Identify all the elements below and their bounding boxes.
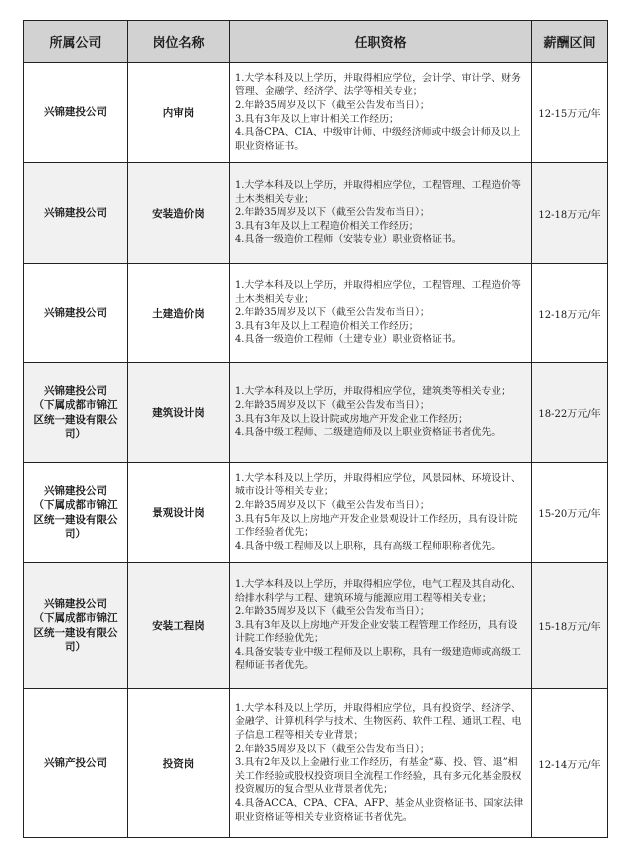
company-name-line: 司） <box>65 641 86 653</box>
requirement-item: 4.具备一级造价工程师（土建专业）职业资格证书。 <box>235 334 462 346</box>
table-row <box>24 264 608 363</box>
company-name-line: 区统一建设有限公 <box>33 513 118 526</box>
company-cell <box>24 563 128 689</box>
salary-cell: 12-15万元/年 <box>532 63 608 163</box>
requirement-item: 1.大学本科及以上学历，并取得相应学位，具有投资学、经济学、金融学、计算机科学与技术、生物医药、软件工程、通讯工程、电子信息工程等相关专业背景； <box>235 702 522 742</box>
requirements-cell <box>230 363 532 463</box>
company-name-line: 司） <box>65 528 86 540</box>
salary-cell: 15-20万元/年 <box>532 463 608 563</box>
requirements-cell <box>230 463 532 563</box>
company-cell <box>24 163 128 264</box>
requirements-cell <box>230 63 532 163</box>
company-cell <box>24 264 128 363</box>
position-cell: 建筑设计岗 <box>128 363 230 463</box>
requirement-item: 4.具备CPA、CIA、中级审计师、中级经济师或中级会计师及以上职业资格证书。 <box>235 127 521 152</box>
company-cell <box>24 363 128 463</box>
requirement-item: 3.具有3年及以上审计相关工作经历； <box>235 113 399 125</box>
salary-cell: 12-14万元/年 <box>532 689 608 838</box>
salary-cell: 12-18万元/年 <box>532 264 608 363</box>
company-name-line: 区统一建设有限公 <box>33 626 118 639</box>
company-name-line: 兴锦建投公司 <box>44 106 107 119</box>
position-cell: 安装工程岗 <box>128 563 230 689</box>
company-cell <box>24 689 128 838</box>
requirement-item: 1.大学本科及以上学历，并取得相应学位，会计学、审计学、财务管理、金融学、经济学、法学等相关专业； <box>235 72 521 98</box>
requirement-item: 3.具有3年及以上房地产开发企业安装工程管理工作经历，具有设计院工作经验优先； <box>235 619 518 645</box>
requirements-cell <box>230 264 532 363</box>
table-row <box>24 563 608 689</box>
salary-cell: 15-18万元/年 <box>532 563 608 689</box>
position-cell: 景观设计岗 <box>128 463 230 563</box>
requirements-cell <box>230 163 532 264</box>
table-row <box>24 689 608 838</box>
position-cell: 安装造价岗 <box>128 163 230 264</box>
table-header-row <box>24 21 608 63</box>
requirement-item: 1.大学本科及以上学历，并取得相应学位，工程管理、工程造价等土木类相关专业； <box>235 180 521 205</box>
company-name-line: 兴锦建投公司 <box>44 206 107 219</box>
requirement-item: 2.年龄35周岁及以下（截至公告发布当日）； <box>235 743 430 755</box>
requirement-item: 1.大学本科及以上学历，并取得相应学位，建筑类等相关专业； <box>235 386 512 398</box>
requirements-cell <box>230 563 532 689</box>
requirement-item: 2.年龄35周岁及以下（截至公告发布当日）； <box>235 499 430 511</box>
company-name-line: 兴锦建投公司 <box>44 484 107 497</box>
position-cell: 投资岗 <box>128 689 230 838</box>
company-name-line: 兴锦建投公司 <box>44 384 107 397</box>
requirements-cell <box>230 689 532 838</box>
requirement-item: 2.年龄35周岁及以下（截至公告发布当日）； <box>235 606 430 618</box>
requirement-item: 4.具备中级工程师及以上职称，具有高级工程师职称者优先。 <box>235 540 502 552</box>
position-cell: 土建造价岗 <box>128 264 230 363</box>
company-name-line: 区统一建设有限公 <box>33 413 118 426</box>
salary-cell: 18-22万元/年 <box>532 363 608 463</box>
company-name-line: （下属成都市锦江 <box>33 612 118 624</box>
requirement-item: 1.大学本科及以上学历，并取得相应学位，工程管理、工程造价等土木类相关专业； <box>235 280 521 305</box>
requirement-item: 1.大学本科及以上学历，并取得相应学位，风景园林、环境设计、城市设计等相关专业； <box>235 472 521 498</box>
requirement-item: 2.年龄35周岁及以下（截至公告发布当日）； <box>235 307 430 319</box>
company-name-line: （下属成都市锦江 <box>33 499 118 511</box>
table-row <box>24 163 608 264</box>
requirement-item: 1.大学本科及以上学历，并取得相应学位，电气工程及其自动化、给排水科学与工程、建筑环境与能源应用工程等相关专业； <box>235 578 521 604</box>
requirement-item: 4.具备一级造价工程师（安装专业）职业资格证书。 <box>235 234 462 246</box>
requirement-item: 3.具有3年及以上工程造价相关工作经历； <box>235 220 419 232</box>
requirement-item: 4.具备ACCA、CPA、CFA、AFP、基金从业资格证书、国家法律职业资格证等相关专业资格证书者优先。 <box>235 797 524 823</box>
company-cell <box>24 63 128 163</box>
company-cell <box>24 463 128 563</box>
salary-cell: 12-18万元/年 <box>532 163 608 264</box>
company-name-line: 司） <box>65 428 86 440</box>
requirement-item: 3.具有5年及以上房地产开发企业景观设计工作经历，具有设计院工作经验者优先； <box>235 513 518 539</box>
company-name-line: 兴锦建投公司 <box>44 597 107 610</box>
header-salary: 薪酬区间 <box>532 21 608 63</box>
company-name-line: （下属成都市锦江 <box>33 399 118 411</box>
job-table <box>23 20 608 838</box>
header-position: 岗位名称 <box>128 21 230 63</box>
requirement-item: 3.具有3年及以上设计院或房地产开发企业工作经历； <box>235 413 468 425</box>
requirement-item: 4.具备安装专业中级工程师及以上职称，具有一级建造师或高级工程师证书者优先。 <box>235 646 521 672</box>
company-name-line: 兴锦产投公司 <box>44 756 107 769</box>
requirement-item: 2.年龄35周岁及以下（截至公告发布当日）； <box>235 99 430 111</box>
table-row <box>24 463 608 563</box>
requirement-item: 2.年龄35周岁及以下（截至公告发布当日）； <box>235 207 430 219</box>
requirement-item: 3.具有2年及以上金融行业工作经历，有基金“募、投、管、退”相关工作经验或股权投资项目全流程工作经验，具有多元化基金股权投资履历的复合型从业背景者优先； <box>235 757 522 796</box>
position-cell: 内审岗 <box>128 63 230 163</box>
table-row <box>24 63 608 163</box>
company-name-line: 兴锦建投公司 <box>44 306 107 319</box>
table-row <box>24 363 608 463</box>
header-company: 所属公司 <box>24 21 128 63</box>
header-requirements: 任职资格 <box>230 21 532 63</box>
requirement-item: 3.具有3年及以上工程造价相关工作经历； <box>235 320 419 332</box>
requirement-item: 2.年龄35周岁及以下（截至公告发布当日）； <box>235 399 430 411</box>
requirement-item: 4.具备中级工程师、二级建造师及以上职业资格证书者优先。 <box>235 427 502 439</box>
